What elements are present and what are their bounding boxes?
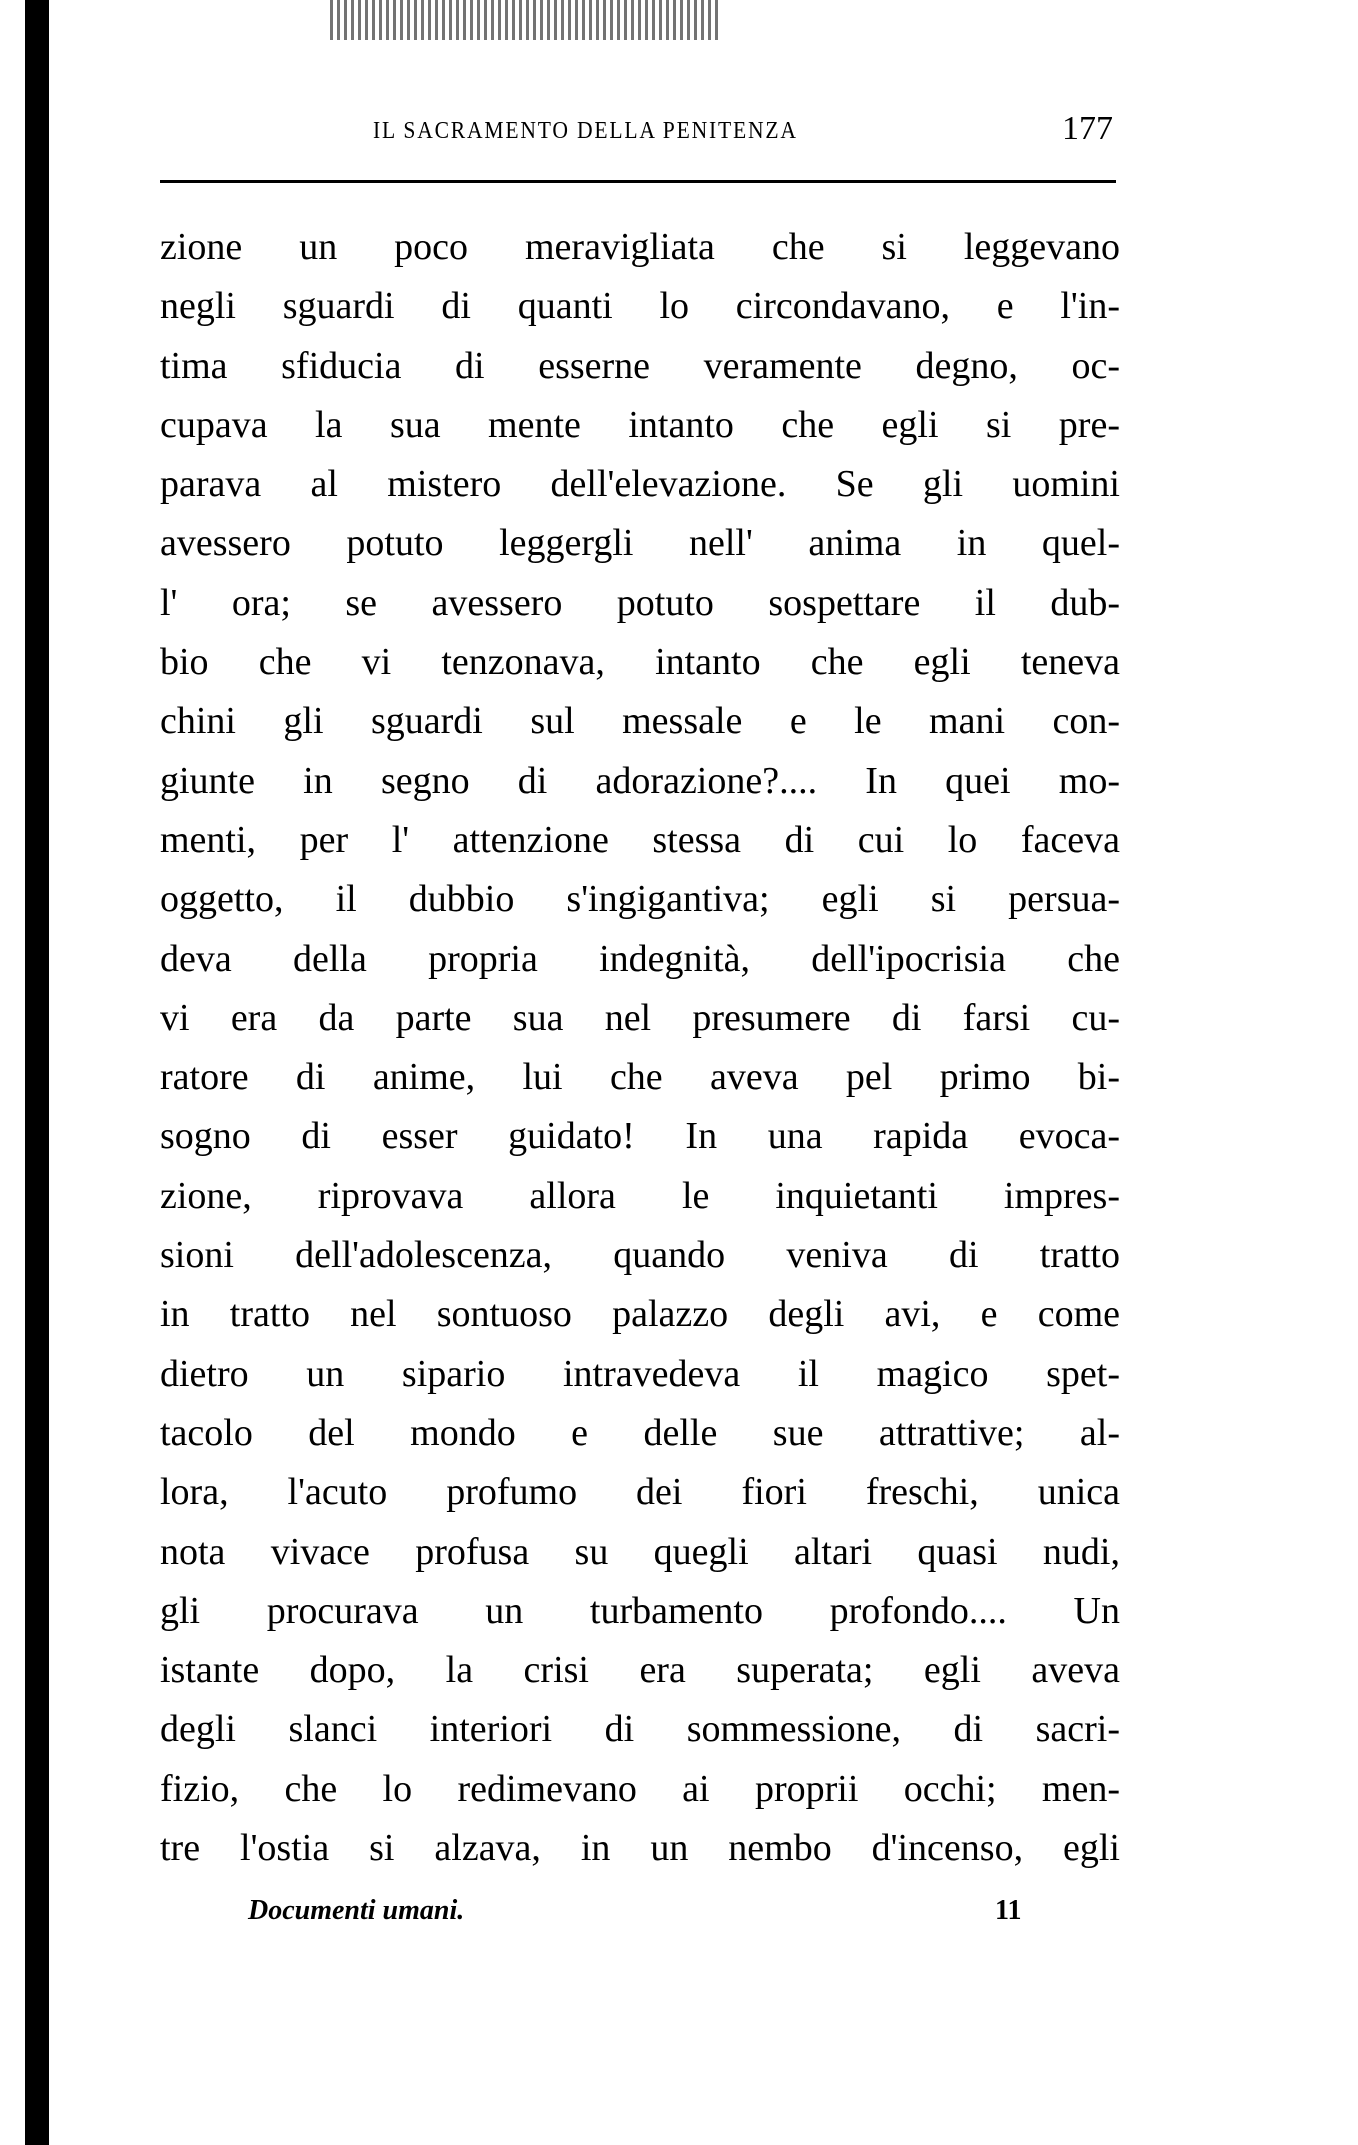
text-line-content: menti, per l' attenzione stessa di cui lo faceva bbox=[160, 818, 1120, 861]
text-line-content: nota vivace profusa su quegli altari quasi nudi, bbox=[160, 1530, 1120, 1573]
text-line-content: l' ora; se avessero potuto sospettare il dub- bbox=[160, 581, 1120, 624]
text-line-content: tima sfiducia di esserne veramente degno, oc- bbox=[160, 344, 1120, 387]
text-line bbox=[160, 1523, 1120, 1582]
text-line-content: lora, l'acuto profumo dei fiori freschi, unica bbox=[160, 1471, 1120, 1514]
text-line-content: tre l'ostia si alzava, in un nembo d'incenso, egli bbox=[160, 1827, 1120, 1870]
text-line bbox=[160, 574, 1120, 633]
text-line bbox=[160, 1226, 1120, 1285]
text-line bbox=[160, 989, 1120, 1048]
text-line bbox=[160, 514, 1120, 573]
body-text bbox=[160, 218, 1120, 1878]
text-line bbox=[160, 1700, 1120, 1759]
running-title: IL SACRAMENTO DELLA PENITENZA bbox=[373, 118, 798, 144]
text-line bbox=[160, 1404, 1120, 1463]
text-line bbox=[160, 277, 1120, 336]
text-line-content: vi era da parte sua nel presumere di farsi cu- bbox=[160, 996, 1120, 1039]
text-line bbox=[160, 337, 1120, 396]
text-line bbox=[160, 1819, 1120, 1878]
text-line bbox=[160, 1463, 1120, 1522]
text-line-content: bio che vi tenzonava, intanto che egli teneva bbox=[160, 641, 1120, 684]
sheet-number: 11 bbox=[995, 1895, 1022, 1926]
text-line-content: fizio, che lo redimevano ai proprii occhi; men- bbox=[160, 1767, 1120, 1810]
text-line-content: sioni dell'adolescenza, quando veniva di tratto bbox=[160, 1234, 1120, 1277]
text-line-content: parava al mistero dell'elevazione. Se gli uomini bbox=[160, 463, 1120, 506]
text-line-content: istante dopo, la crisi era superata; egli aveva bbox=[160, 1649, 1120, 1692]
text-line-content: negli sguardi di quanti lo circondavano, e l'in- bbox=[160, 285, 1120, 328]
text-line bbox=[160, 870, 1120, 929]
header-rule bbox=[160, 180, 1116, 183]
text-line-content: ratore di anime, lui che aveva pel primo bi- bbox=[160, 1056, 1120, 1099]
text-line-content: degli slanci interiori di sommessione, di sacri- bbox=[160, 1708, 1120, 1751]
text-line-content: gli procurava un turbamento profondo.... Un bbox=[160, 1589, 1120, 1632]
text-line-content: oggetto, il dubbio s'ingigantiva; egli si persua- bbox=[160, 878, 1120, 921]
text-line bbox=[160, 1285, 1120, 1344]
text-line bbox=[160, 455, 1120, 514]
signature-mark: Documenti umani. bbox=[248, 1895, 465, 1926]
text-line-content: zione, riprovava allora le inquietanti impres- bbox=[160, 1174, 1120, 1217]
text-line bbox=[160, 1582, 1120, 1641]
text-line bbox=[160, 930, 1120, 989]
text-line-content: in tratto nel sontuoso palazzo degli avi, e come bbox=[160, 1293, 1120, 1336]
text-line bbox=[160, 1048, 1120, 1107]
text-line-content: cupava la sua mente intanto che egli si pre- bbox=[160, 403, 1120, 446]
scan-noise bbox=[330, 0, 720, 40]
text-line bbox=[160, 1107, 1120, 1166]
text-line bbox=[160, 218, 1120, 277]
text-line bbox=[160, 1345, 1120, 1404]
book-spine-shadow bbox=[25, 0, 49, 2145]
text-line bbox=[160, 396, 1120, 455]
text-line bbox=[160, 692, 1120, 751]
text-line bbox=[160, 752, 1120, 811]
text-line bbox=[160, 633, 1120, 692]
text-line bbox=[160, 811, 1120, 870]
page-number: 177 bbox=[1062, 110, 1113, 147]
text-line-content: avessero potuto leggergli nell' anima in quel- bbox=[160, 522, 1120, 565]
text-line-content: sogno di esser guidato! In una rapida evoca- bbox=[160, 1115, 1120, 1158]
text-line bbox=[160, 1760, 1120, 1819]
text-line bbox=[160, 1167, 1120, 1226]
text-line-content: dietro un sipario intravedeva il magico spet- bbox=[160, 1352, 1120, 1395]
text-line-content: tacolo del mondo e delle sue attrattive; al- bbox=[160, 1411, 1120, 1454]
text-line bbox=[160, 1641, 1120, 1700]
text-line-content: chini gli sguardi sul messale e le mani con- bbox=[160, 700, 1120, 743]
text-line-content: giunte in segno di adorazione?.... In quei mo- bbox=[160, 759, 1120, 802]
text-line-content: zione un poco meravigliata che si leggevano bbox=[160, 226, 1120, 268]
text-line-content: deva della propria indegnità, dell'ipocrisia che bbox=[160, 937, 1120, 980]
